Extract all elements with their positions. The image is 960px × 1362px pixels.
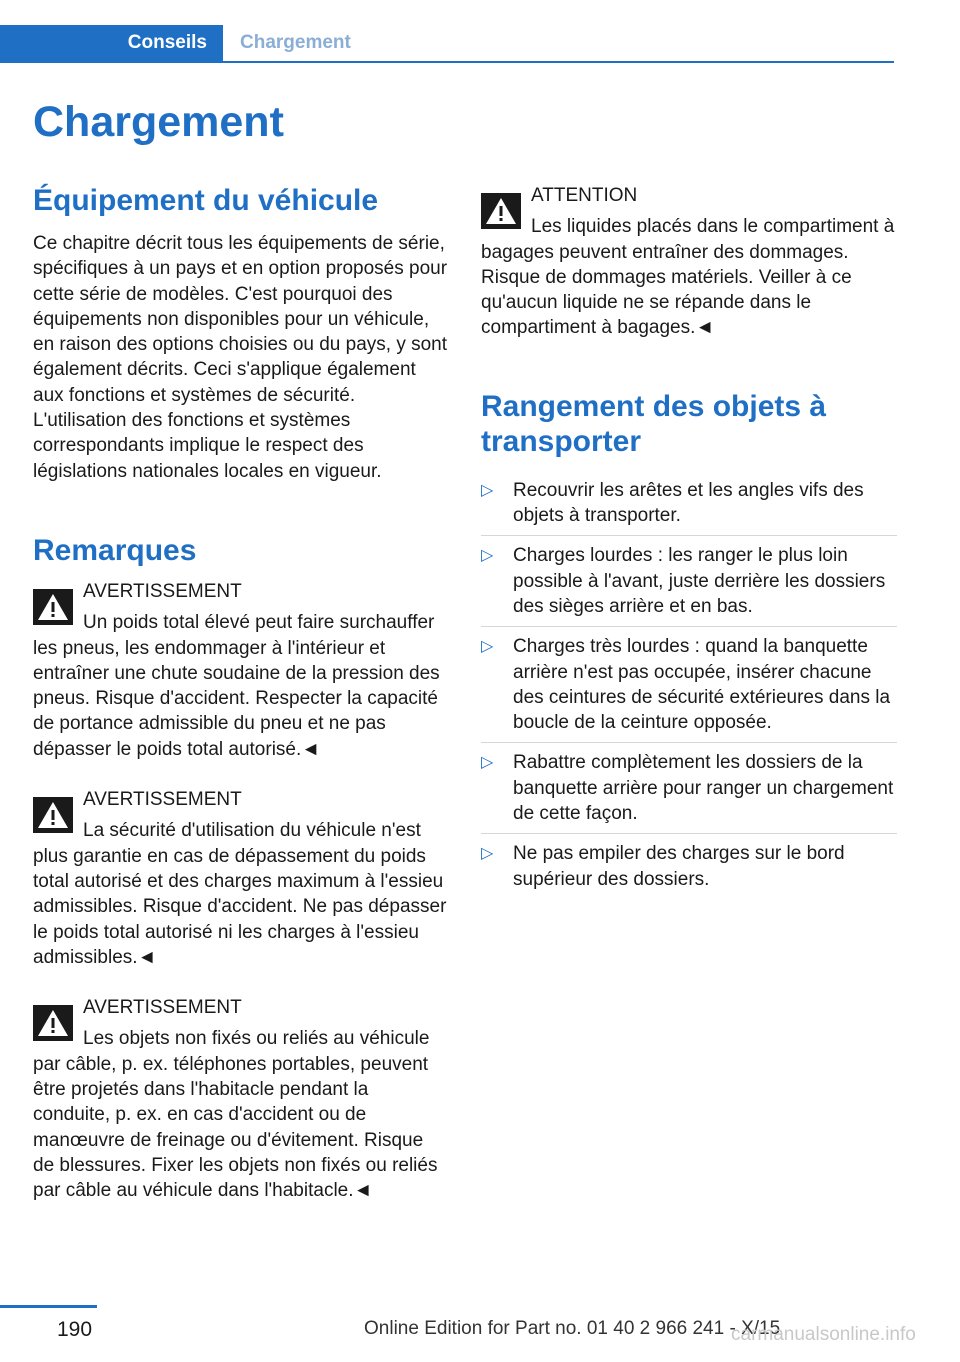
bullet-triangle-icon: ▷ [481, 754, 494, 772]
warning-text: La sécurité d'utilisation du véhicule n'est plus garantie en cas de dépassement du poids total autorisé et des charges maximum à l'essieu admissibles. Risque d'accident. Ne pas dépasser le poids total autorisé ni les charges à l'essieu admissibles.◄ [33, 820, 447, 968]
section-title-rangement: Rangement des objets à transporter [481, 389, 827, 458]
warning-title: AVERTISSEMENT [83, 997, 242, 1019]
right-column [481, 183, 897, 906]
warning-block-1 [33, 579, 449, 762]
bullet-triangle-icon: ▷ [481, 638, 494, 656]
tab-chargement[interactable]: Chargement [240, 32, 351, 53]
warning-text: Un poids total élevé peut faire surchauffer les pneus, les endommager à l'intérieur et entraîner une chute soudaine de la pression des pneus. Risque d'accident. Respecter la capacité de portance admissible du pneu et ne pas dépasser le poids total autorisé.◄ [33, 612, 440, 760]
section-title-equipement: Équipement du véhicule [33, 184, 379, 217]
warning-icon [33, 1005, 73, 1041]
list-item: ▷ Ne pas empiler des charges sur le bord supérieur des dossiers. [481, 843, 845, 890]
warning-icon [33, 797, 73, 833]
watermark: carmanualsonline.info [731, 1324, 916, 1345]
attention-title: ATTENTION [531, 185, 638, 206]
edition-text: Online Edition for Part no. 01 40 2 966 241 - X/15 [364, 1318, 781, 1339]
attention-block [481, 183, 897, 341]
section-title-remarques: Remarques [33, 533, 197, 567]
warning-text: Les objets non fixés ou reliés au véhicule par câble, p. ex. téléphones portables, peuvent être projetés dans l'habitacle pendant la conduite, p. ex. en cas d'accident ou de manœuvre de freinage ou d'évitement. Risque de blessures. Fixer les objets non fixés ou reliés par câble au véhicule dans l'habitacle.◄ [33, 1028, 438, 1202]
warning-icon [33, 589, 73, 625]
tab-conseils[interactable]: Conseils [0, 25, 223, 61]
warning-title: AVERTISSEMENT [83, 789, 242, 811]
page-number: 190 [57, 1318, 93, 1341]
list-item: ▷ Charges lourdes : les ranger le plus loin possible à l'avant, juste derrière les dossiers des sièges arrière et en bas. [481, 543, 897, 627]
bullet-triangle-icon: ▷ [481, 481, 494, 499]
warning-icon [481, 193, 521, 229]
rangement-list [481, 478, 897, 899]
warning-block-3 [33, 995, 449, 1203]
footer-accent-line [0, 1305, 97, 1308]
warning-block-2 [33, 787, 449, 970]
list-item: ▷ Rabattre complètement les dossiers de la banquette arrière pour ranger un chargement de cette façon. [481, 750, 897, 834]
header-tab-bar [0, 25, 894, 63]
list-item: ▷ Charges très lourdes : quand la banquette arrière n'est pas occupée, insérer chacune des ceintures de sécurité extérieures dans la boucle de la ceinture opposée. [481, 634, 897, 743]
bullet-triangle-icon: ▷ [481, 547, 494, 565]
left-column [33, 183, 449, 1204]
warning-title: AVERTISSEMENT [83, 580, 242, 602]
bullet-triangle-icon: ▷ [481, 845, 494, 863]
section-text-equipement: Ce chapitre décrit tous les équipements de série, spécifiques à un pays et en option proposés pour cette série de modèles. C'est pourquoi des équipements non disponibles pour un véhicule, en raison des options choisies ou du pays, y sont également décrits. Ceci s'applique également aux fonctions et systèmes de sécurité. L'utilisation des fonctions et systèmes correspondants implique le respect des législations nationales locales en vigueur. [33, 233, 448, 482]
list-item: ▷ Recouvrir les arêtes et les angles vifs des objets à transporter. [481, 478, 897, 537]
attention-text: Les liquides placés dans le compartiment à bagages peuvent entraîner des dommages. Risque de dommages matériels. Veiller à ce qu'aucun liquide ne se répande dans le compartiment à bagages.◄ [481, 216, 895, 339]
page-title: Chargement [33, 98, 284, 146]
